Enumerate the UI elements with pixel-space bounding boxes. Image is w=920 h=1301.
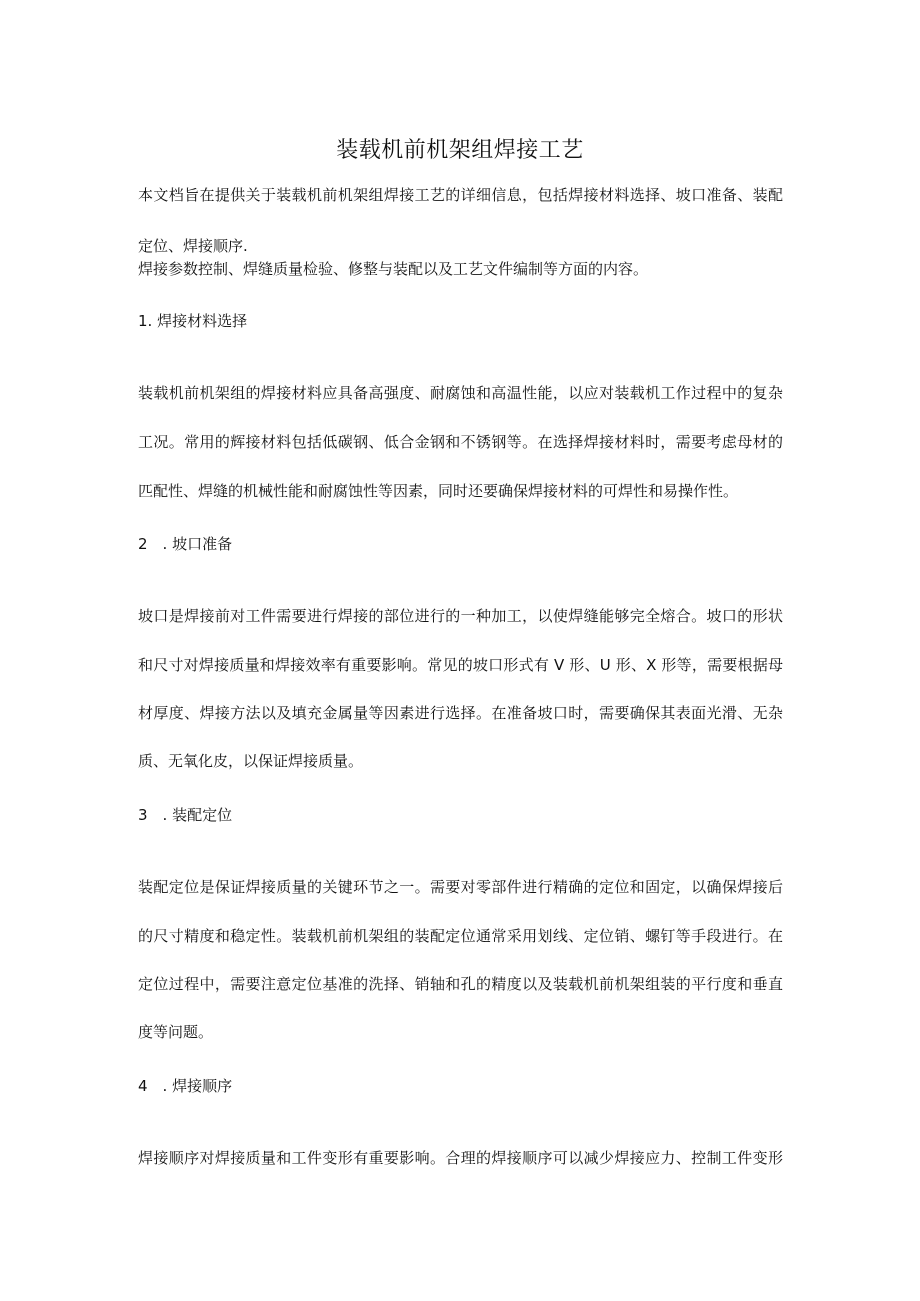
paragraph-line: 和尺寸对焊接质量和焊接效率有重要影响。常见的坡口形式有 V 形、U 形、X 形等，需要根据母 <box>138 656 783 674</box>
paragraph-line: 的尺寸精度和稳定性。装载机前机架组的装配定位通常采用划线、定位销、螺钉等手段进行。在 <box>138 927 783 945</box>
intro-line: 本文档旨在提供关于装载机前机架组焊接工艺的详细信息，包括焊接材料选择、坡口准备、装配 <box>138 186 783 204</box>
paragraph-line: 匹配性、焊缝的机械性能和耐腐蚀性等因素，同时还要确保焊接材料的可焊性和易操作性。 <box>138 482 739 500</box>
paragraph-line: 度等问题。 <box>138 1023 214 1041</box>
section-heading: 4 . 焊接顺序 <box>138 1077 233 1095</box>
paragraph-line: 装配定位是保证焊接质量的关键环节之一。需要对零部件进行精确的定位和固定，以确保焊接后 <box>138 878 783 896</box>
intro-line: 定位、焊接顺序. <box>138 237 248 255</box>
section-heading: 3 . 装配定位 <box>138 806 233 824</box>
section-heading: 2 . 坡口准备 <box>138 535 233 553</box>
intro-line: 焊接参数控制、焊缝质量检验、修整与装配以及工艺文件编制等方面的内容。 <box>138 260 649 278</box>
section-heading: 1. 焊接材料选择 <box>138 312 248 330</box>
paragraph-line: 坡口是焊接前对工件需要进行焊接的部位进行的一种加工，以使焊缝能够完全熔合。坡口的形状 <box>138 607 783 625</box>
paragraph-line: 材厚度、焊接方法以及填充金属量等因素进行选择。在准备坡口时，需要确保其表面光滑、无杂 <box>138 704 783 722</box>
document-title: 装载机前机架组焊接工艺 <box>336 138 584 163</box>
paragraph-line: 质、无氧化皮，以保证焊接质量。 <box>138 752 364 770</box>
paragraph-line: 焊接顺序对焊接质量和工件变形有重要影响。合理的焊接顺序可以减少焊接应力、控制工件变形 <box>138 1149 783 1167</box>
paragraph-line: 装载机前机架组的焊接材料应具备高强度、耐腐蚀和高温性能，以应对装载机工作过程中的复杂 <box>138 384 783 402</box>
paragraph-line: 定位过程中，需要注意定位基准的洗择、销轴和孔的精度以及装载机前机架组装的平行度和垂直 <box>138 975 783 993</box>
paragraph-line: 工况。常用的辉接材料包括低碳钢、低合金钢和不锈钢等。在选择焊接材料时，需要考虑母材的 <box>138 433 783 451</box>
